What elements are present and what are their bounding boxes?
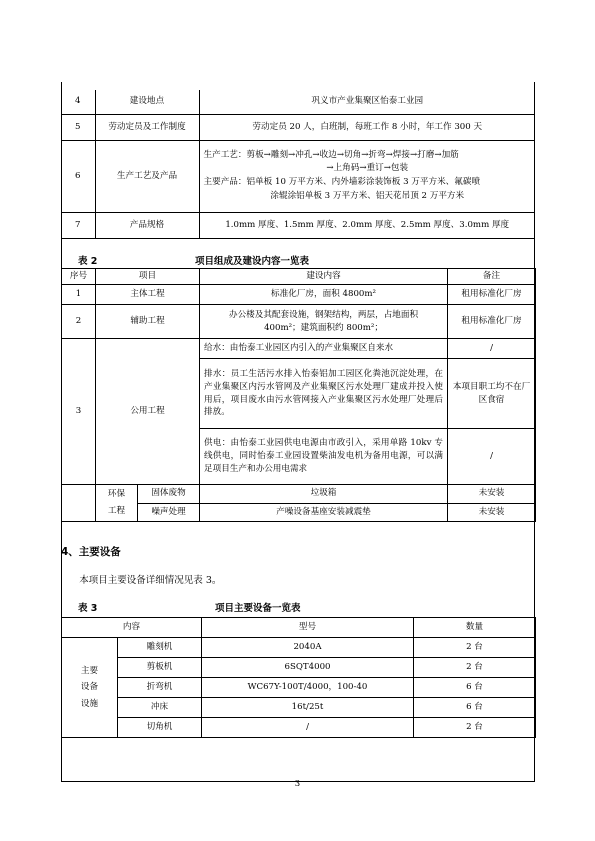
noise-content: 产噪设备基座安装减震垫 (200, 503, 448, 522)
equipment-name: 折弯机 (118, 678, 202, 698)
content-line: 400m²；建筑面积约 800m²； (264, 322, 383, 333)
equipment-model: / (202, 718, 414, 738)
header-remark: 备注 (448, 269, 536, 285)
table-row (62, 305, 536, 339)
table-row (61, 140, 535, 212)
table3-title: 项目主要设备一览表 (215, 603, 301, 614)
row-item: 劳动定员及工作制度 (95, 114, 199, 140)
power-remark: / (448, 429, 536, 485)
project-info-table (61, 90, 535, 239)
header-content: 内容 (62, 618, 202, 638)
product-line: 涂辊涂铝单板 3 万平方米、铝天花吊顶 2 万平方米 (270, 190, 465, 201)
header-item: 项目 (96, 269, 200, 285)
power-content: 供电：由怡泰工业园供电电源由市政引入，采用单路 10kv 专线供电，同时怡泰工业园设置柴油发电机为备用电源，可以满足项目生产和办公用电需求 (200, 429, 448, 485)
row-number: 7 (61, 212, 95, 238)
equipment-name: 雕刻机 (118, 638, 202, 658)
row-content: 劳动定员 20 人，白班制，每班工作 8 小时，年工作 300 天 (199, 114, 535, 140)
row-item: 公用工程 (96, 339, 200, 485)
water-supply-remark: / (448, 339, 536, 359)
noise-remark: 未安装 (448, 503, 536, 522)
row-content: 标准化厂房，面积 4800m² (200, 285, 448, 305)
row-item: 建设地点 (95, 90, 199, 114)
equipment-name: 冲床 (118, 698, 202, 718)
row-content: 1.0mm 厚度、1.5mm 厚度、2.0mm 厚度、2.5mm 厚度、3.0mm 厚度 (199, 212, 535, 238)
noise-item: 噪声处理 (138, 503, 200, 522)
table-row (62, 638, 536, 658)
table2-label: 表 2 (78, 256, 98, 267)
row-number: 5 (61, 114, 95, 140)
env-label (96, 485, 138, 522)
equipment-model: 2040A (202, 638, 414, 658)
header-model: 型号 (202, 618, 414, 638)
env-label-line: 工程 (107, 506, 126, 517)
header-qty: 数量 (414, 618, 536, 638)
solid-waste-content: 垃圾箱 (200, 485, 448, 504)
group-label-line: 设施 (80, 698, 99, 709)
equipment-name: 剪板机 (118, 658, 202, 678)
equipment-qty: 2 台 (414, 658, 536, 678)
table-row (62, 678, 536, 698)
equipment-qty: 6 台 (414, 678, 536, 698)
table3-label: 表 3 (78, 603, 98, 614)
row-number: 2 (62, 305, 96, 339)
row-item: 辅助工程 (96, 305, 200, 339)
table-row (62, 658, 536, 678)
table-row (62, 698, 536, 718)
equipment-model: WC67Y-100T/4000，100-40 (202, 678, 414, 698)
row-number: 4 (61, 90, 95, 114)
row-content: 巩义市产业集聚区怡泰工业园 (199, 90, 535, 114)
table-row (62, 718, 536, 738)
row-number: 1 (62, 285, 96, 305)
row-item: 产品规格 (95, 212, 199, 238)
equipment-table (61, 617, 536, 738)
equipment-model: 6SQT4000 (202, 658, 414, 678)
table-row (62, 339, 536, 359)
water-supply-content: 给水：由怡泰工业园区内引入的产业集聚区自来水 (200, 339, 448, 359)
table-row (62, 285, 536, 305)
solid-waste-remark: 未安装 (448, 485, 536, 504)
row-number: 3 (62, 339, 96, 485)
equipment-qty: 2 台 (414, 718, 536, 738)
equipment-qty: 6 台 (414, 698, 536, 718)
row-remark: 租用标准化厂房 (448, 285, 536, 305)
table-row (61, 212, 535, 238)
equipment-name: 切角机 (118, 718, 202, 738)
equipment-qty: 2 台 (414, 638, 536, 658)
env-label-line: 环保 (107, 489, 126, 499)
empty-cell (62, 485, 96, 522)
process-line: →上角码→重订→包装 (326, 163, 409, 174)
table-row (61, 114, 535, 140)
equipment-model: 16t/25t (202, 698, 414, 718)
row-item: 主体工程 (96, 285, 200, 305)
row-item: 生产工艺及产品 (95, 140, 199, 212)
drainage-remark: 本项目职工均不在厂区食宿 (448, 359, 536, 429)
group-label (62, 638, 118, 738)
row-content (200, 305, 448, 339)
content-line: 办公楼及其配套设施，钢架结构，两层，占地面积 (228, 309, 419, 320)
header-no: 序号 (62, 269, 96, 285)
solid-waste-item: 固体废物 (138, 485, 200, 504)
group-label-line: 主要 (80, 666, 99, 676)
header-content: 建设内容 (200, 269, 448, 285)
product-line: 主要产品：铝单板 10 万平方米、内外墙彩涂装饰板 3 万平方米、氟碳喷 (203, 177, 481, 187)
project-composition-table (61, 268, 536, 522)
row-number: 6 (61, 140, 95, 212)
section-heading: 4、主要设备 (61, 546, 121, 558)
group-label-line: 设备 (80, 682, 99, 693)
process-line: 生产工艺：剪板→雕刻→冲孔→收边→切角→折弯→焊接→打磨→加筋 (203, 149, 459, 160)
table2-title: 项目组成及建设内容一览表 (195, 256, 310, 267)
table-header-row (62, 269, 536, 285)
table-row (62, 485, 536, 504)
page-number: 3 (294, 779, 301, 789)
drainage-content: 排水：员工生活污水排入怡泰铝加工园区化粪池沉淀处理，在产业集聚区内污水管网及产业集聚区污水处理厂建成并投入使用后，项目废水由污水管网接入产业集聚区污水处理厂处理后排放。 (200, 359, 448, 429)
section-paragraph: 本项目主要设备详细情况见表 3。 (79, 575, 222, 586)
table-row (61, 90, 535, 114)
table-header-row (62, 618, 536, 638)
row-content (199, 140, 535, 212)
row-remark: 租用标准化厂房 (448, 305, 536, 339)
